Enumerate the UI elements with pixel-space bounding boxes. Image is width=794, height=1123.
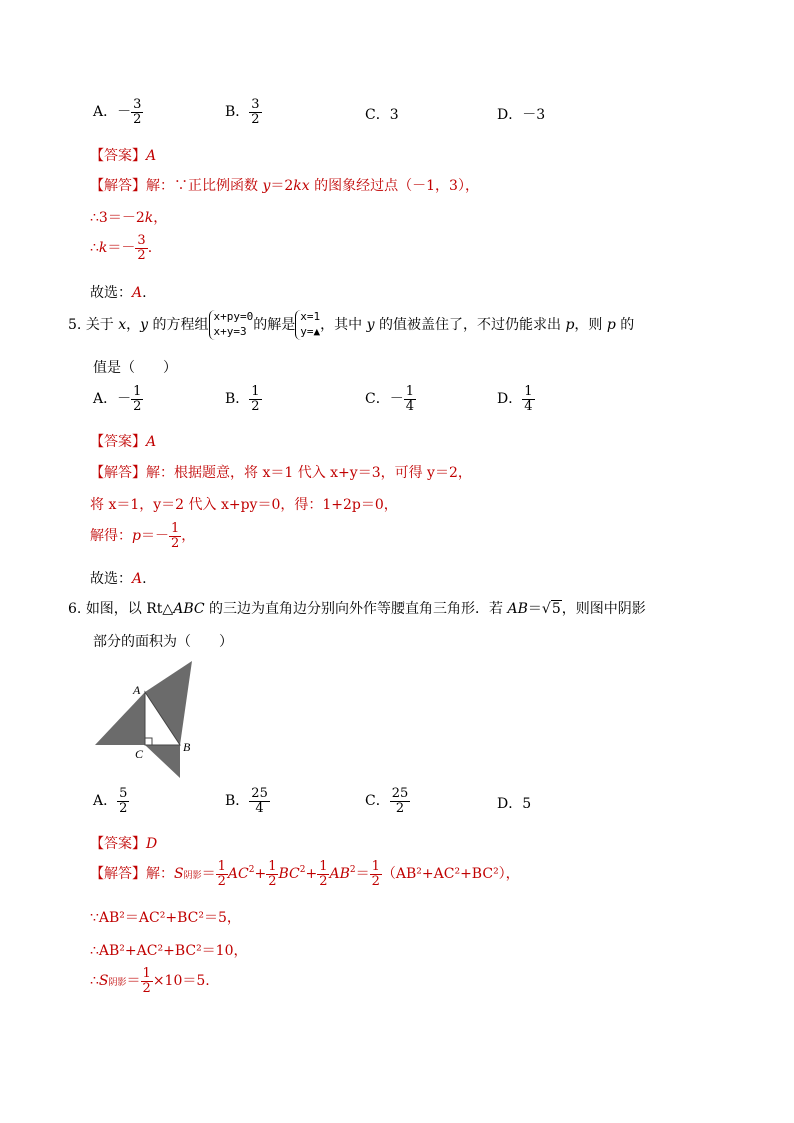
q6-stem: 6. 如图，以 Rt△ABC 的三边为直角边分别向外作等腰直角三角形．若 AB＝√5，则图中阴影 (68, 601, 646, 617)
q4-option-c: C．3 (365, 107, 399, 123)
q5-answer: 【答案】A (90, 434, 157, 450)
q5-solution-line2: 将 x＝1，y＝2 代入 x+py＝0，得：1+2p＝0， (90, 497, 398, 513)
q6-option-c: C． $\frac{25}{2}$ (365, 786, 409, 816)
q4-option-d: D．－3 (497, 107, 546, 123)
q5-option-c: C．－ $\frac{1}{4}$ (365, 384, 414, 414)
q5-solution-line1: 【解答】解：根据题意，将 x＝1 代入 x+y＝3，可得 y＝2， (90, 465, 472, 481)
q6-solution-line3: ∴AB²+AC²+BC²＝10， (90, 943, 248, 959)
q4-solution-line2: ∴3＝－2k， (90, 210, 168, 226)
label-b: B (183, 740, 191, 754)
q4-option-b: B． $\frac{3}{2}$ (225, 97, 260, 127)
q5-option-d: D． $\frac{1}{4}$ (497, 384, 533, 414)
label-a: A (133, 683, 141, 697)
q5-stem: 5. 关于 x，y 的方程组 x+py=0 x+y=3 的解是 x=1 y=▲ ，其中 y 的值被盖住了，不过仍能求出 p，则 p 的 (68, 310, 635, 338)
q5-equation-system: x+py=0 x+y=3 (209, 310, 254, 340)
q6-option-b: B． $\frac{25}{4}$ (225, 786, 268, 816)
q6-solution-line2: ∵AB²＝AC²+BC²＝5， (90, 910, 241, 926)
shaded-triangle-bc (145, 745, 180, 778)
label-c: C (135, 747, 144, 761)
q6-solution-line4: ∴S阴影＝ $\frac{1}{2}$ ×10＝5. (90, 966, 210, 996)
q5-stem-line2: 值是（ ） (93, 360, 177, 376)
q4-option-a: A．－ $\frac{3}{2}$ (93, 97, 142, 127)
q6-answer: 【答案】D (90, 836, 158, 852)
q5-solution-system: x=1 y=▲ (295, 310, 320, 340)
q4-answer: 【答案】A (90, 148, 157, 164)
q4-solution-line1: 【解答】解：∵正比例函数 y＝2kx 的图象经过点（－1，3）， (90, 178, 479, 194)
q5-option-b: B． $\frac{1}{2}$ (225, 384, 260, 414)
q5-conclusion: 故选：A. (90, 571, 147, 587)
q4-solution-line3: ∴k＝－ $\frac{3}{2}$ . (90, 233, 153, 263)
q6-option-d: D．5 (497, 796, 532, 812)
q6-solution-line1: 【解答】解：S阴影＝ $\frac{1}{2}$ $AC^2+$ $\frac{1}{2}$ $BC^2+$ $\frac{1}{2}$ $AB^2=$ $\frac{1}{2}$ （AB²+AC²+BC²）， (90, 859, 520, 889)
q6-stem-line2: 部分的面积为（ ） (93, 634, 233, 650)
q6-figure (90, 660, 210, 785)
q5-option-a: A．－ $\frac{1}{2}$ (93, 384, 142, 414)
q4-conclusion: 故选：A. (90, 285, 147, 301)
q6-option-a: A． $\frac{5}{2}$ (93, 786, 128, 816)
q5-solution-line3: 解得：p＝－ $\frac{1}{2}$ ， (90, 521, 196, 551)
shaded-triangle-ac (95, 692, 145, 745)
